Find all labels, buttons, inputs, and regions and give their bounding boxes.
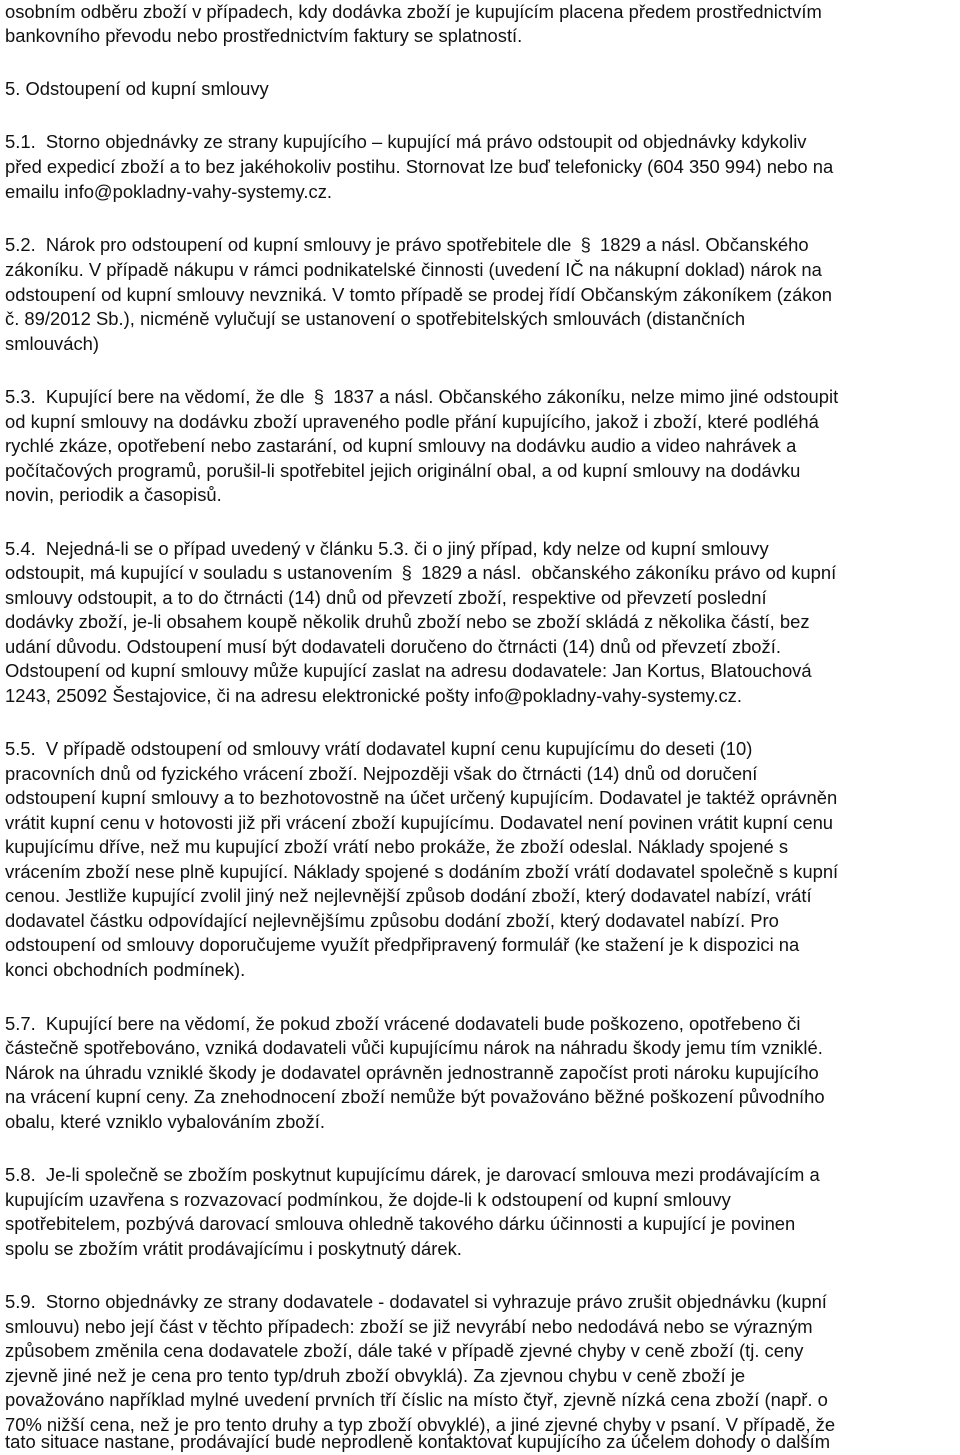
text-line: udání důvodu. Odstoupení musí být dodavateli doručeno do čtrnácti (14) dnů od převzetí zboží. [5,636,781,657]
text-line: cenou. Jestliže kupující zvolil jiný než nejlevnější způsob dodání zboží, který dodavatel nabízí, vrátí [5,885,812,906]
text-line: odstoupit, má kupující v souladu s ustanovením § 1829 a násl. občanského zákoníku právo od kupní [5,561,836,586]
section-sign: § [580,234,591,255]
text-line: 5.3. Kupující bere na vědomí, že dle § 1837 a násl. Občanského zákoníku, nelze mimo jiné odstoupit [5,385,838,410]
text-line: kupujícímu dříve, než mu kupující zboží vrátí nebo prokáže, že zboží odeslal. Náklady spojené s [5,836,789,857]
text-line: 1243, 25092 Šestajovice, či na adresu elektronické pošty info@pokladny-vahy-systemy.cz. [5,685,742,706]
text-line: počítačových programů, porušil-li spotřebitel jejich originální obal, a od kupní smlouvy na dodávku [5,460,801,481]
text-line: vrátit kupní cenu v hotovosti již při vrácení zboží kupujícímu. Dodavatel není povinen vrátit kupní cenu [5,812,834,833]
text-line: 5.7. Kupující bere na vědomí, že pokud zboží vrácené dodavateli bude poškozeno, opotřebeno či [5,1013,801,1034]
text-line: zjevně jiné než je cena pro tento typ/druh zboží obvyklá). Za zjevnou chybu v ceně zboží je [5,1365,746,1386]
text-line: bankovního převodu nebo prostřednictvím faktury se splatností. [5,25,523,46]
text-line: odstoupení od smlouvy doporučujeme využít předpřipravený formulář (ke stažení je k dispozici na [5,934,800,955]
text-line: způsobem změnila cena dodavatele zboží, dále také v případě zjevné chyby v ceně zboží (tj. ceny [5,1340,804,1361]
text-line: obalu, které vzniklo vybalováním zboží. [5,1111,325,1132]
text-line: smlouvách) [5,333,100,354]
text-line: tato situace nastane, prodávající bude neprodleně kontaktovat kupujícího za účelem dohody o dalším [5,1431,831,1452]
text-line: 5.1. Storno objednávky ze strany kupujícího – kupující má právo odstoupit od objednávky kdykoliv [5,131,807,152]
section-sign: § [401,562,412,583]
text-line: rychlé zkáze, opotřebení nebo zastarání, od kupní smlouvy na dodávku audio a video nahrávek a [5,435,797,456]
text-line: dodávky zboží, je-li obsahem koupě několik druhů zboží nebo se zboží skládá z několika částí, bez [5,611,810,632]
text-line: před expedicí zboží a to bez jakéhokoliv postihu. Stornovat lze buď telefonicky (604 350 994) nebo na [5,156,834,177]
text-line: považováno například mylné uvedení prvních tří číslic na místo čtyř, zjevně nízká cena zboží (např. o [5,1389,828,1410]
text-line: č. 89/2012 Sb.), nicméně vylučují se ustanovení o spotřebitelských smlouvách (distančních [5,308,746,329]
text-line: kupujícím uzavřena s rozvazovací podmínkou, že dojde-li k odstoupení od kupní smlouvy [5,1189,731,1210]
text-line: spolu se zbožím vrátit prodávajícímu i poskytnutý dárek. [5,1238,462,1259]
text-line: dodavatel částku odpovídající nejlevnějšímu způsobu dodání zboží, který dodavatel nabízí. Pro [5,910,779,931]
section-sign: § [313,386,324,407]
text-line: smlouvu) nebo její část v těchto případech: zboží se již nevyrábí nebo nedodává nebo se výrazným [5,1316,813,1337]
text-line: 70% nižší cena, než je pro tento druhy a typ zboží obvyklé), a jiné zjevné chyby v psaní. V případě, že [5,1414,836,1435]
text-line: částečně spotřebováno, vzniká dodavateli vůči kupujícímu nárok na náhradu škody jemu tím vzniklé. [5,1037,823,1058]
text-line: osobním odběru zboží v případech, kdy dodávka zboží je kupujícím placena předem prostřednictvím [5,1,822,22]
section-heading: 5. Odstoupení od kupní smlouvy [5,78,269,99]
text-line: smlouvy odstoupit, a to do čtrnácti (14) dnů od převzetí zboží, respektive od převzetí poslední [5,587,767,608]
text-line: 5.2. Nárok pro odstoupení od kupní smlouvy je právo spotřebitele dle § 1829 a násl. Občanského [5,233,809,258]
text-line: pracovních dnů od fyzického vrácení zboží. Nejpozději však do čtrnácti (14) dnů od doručení [5,763,758,784]
text-line: 5.9. Storno objednávky ze strany dodavatele - dodavatel si vyhrazuje právo zrušit objednávku (kupní [5,1291,827,1312]
text-line: 5.5. V případě odstoupení od smlouvy vrátí dodavatel kupní cenu kupujícímu do deseti (10) [5,738,753,759]
text-line: novin, periodik a časopisů. [5,484,222,505]
text-line: Nárok na úhradu vzniklé škody je dodavatel oprávněn jednostranně započíst proti nároku kupujícího [5,1062,819,1083]
text-line: emailu info@pokladny-vahy-systemy.cz. [5,181,332,202]
text-line: odstoupení kupní smlouvy a to bezhotovostně na účet určený kupujícím. Dodavatel je taktéž oprávněn [5,787,838,808]
text-line: 5.4. Nejedná-li se o případ uvedený v článku 5.3. či o jiný případ, kdy nelze od kupní smlouvy [5,538,769,559]
text-line: od kupní smlouvy na dodávku zboží upraveného podle přání kupujícího, jakož i zboží, které podléhá [5,411,819,432]
text-line: na vrácení kupní ceny. Za znehodnocení zboží nemůže být považováno běžné poškození původního [5,1086,825,1107]
text-line: 5.8. Je-li společně se zbožím poskytnut kupujícímu dárek, je darovací smlouva mezi prodávajícím a [5,1164,820,1185]
text-line: Odstoupení od kupní smlouvy může kupující zaslat na adresu dodavatele: Jan Kortus, Blatouchová [5,660,812,681]
text-line: odstoupení od kupní smlouvy nevzniká. V tomto případě se prodej řídí Občanským zákoníkem (zákon [5,284,832,305]
text-line: zákoníku. V případě nákupu v rámci podnikatelské činnosti (uvedení IČ na nákupní doklad) nárok na [5,259,822,280]
text-line: konci obchodních podmínek). [5,959,246,980]
text-line: spotřebitelem, pozbývá darovací smlouva ohledně takového dárku účinnosti a kupující je povinen [5,1213,796,1234]
text-line: vrácením zboží nese plně kupující. Náklady spojené s dodáním zboží vrátí dodavatel společně s kupní [5,861,839,882]
